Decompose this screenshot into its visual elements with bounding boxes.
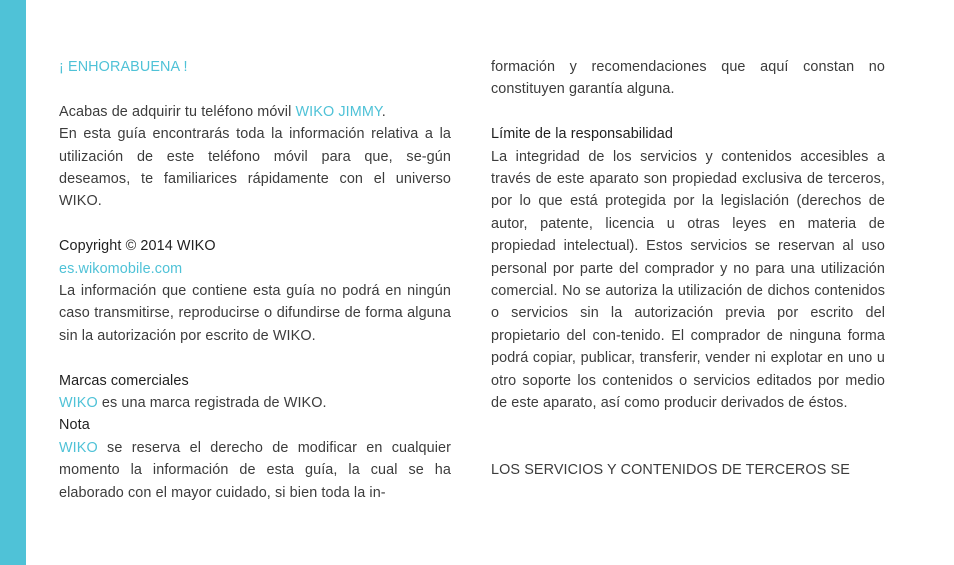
trademarks-title: Marcas comerciales [59, 372, 189, 389]
accent-side-bar [0, 0, 26, 565]
note-title: Nota [59, 417, 90, 434]
product-name: WIKO JIMMY [295, 103, 382, 120]
trademarks-brand: WIKO [59, 395, 98, 412]
website-link[interactable]: es.wikomobile.com [59, 260, 183, 277]
intro-line [59, 101, 451, 123]
left-column [59, 56, 451, 504]
copyright-title: Copyright © 2014 WIKO [59, 238, 216, 255]
intro-suffix: . [381, 103, 386, 120]
copyright-body: La información que contiene esta guía no podrá en ningún caso transmitirse, reproducirse o difundirse de forma alguna sin la autorización por escrito de WIKO. [59, 283, 451, 344]
trademarks-line [59, 392, 451, 414]
third-party-heading: LOS SERVICIOS Y CONTENIDOS DE TERCEROS SE [491, 462, 850, 479]
liability-title: Límite de la responsabilidad [491, 126, 673, 143]
congrats-title: ¡ ENHORABUENA ! [59, 59, 188, 75]
note-body: se reserva el derecho de modificar en cualquier momento la información de esta guía, la cual se ha elaborado con el mayor cuidado, si bien toda la in- [59, 439, 451, 501]
continuation-text: formación y recomendaciones que aquí constan no constituyen garantía alguna. [491, 59, 885, 98]
note-brand: WIKO [59, 439, 98, 456]
note-paragraph [59, 437, 451, 504]
intro-prefix: Acabas de adquirir tu teléfono móvil [59, 103, 296, 120]
trademarks-body: es una marca registrada de WIKO. [97, 395, 327, 412]
intro-body: En esta guía encontrarás toda la información relativa a la utilización de este teléfono móvil para que, se-gún deseamos, te familiarices rápidamente con el universo WIKO. [59, 126, 451, 210]
right-column [491, 56, 885, 482]
liability-body: La integridad de los servicios y contenidos accesibles a través de este aparato son propiedad exclusiva de terceros, por lo que está protegida por la legislación (derechos de autor, patente, licencia u otras leyes en materia de propiedad intelectual). Estos servicios se reservan al uso personal por parte del comprador y no para una utilización comercial. No se autoriza la utilización de dichos contenidos o servicios sin la autorización previa por escrito del propietario del con-tenido. El comprador de ninguna forma podrá copiar, publicar, transferir, vender ni explotar en uno u otro soporte los contenidos o servicios editados por medio de este aparato, así como producir derivados de éstos. [491, 148, 885, 412]
